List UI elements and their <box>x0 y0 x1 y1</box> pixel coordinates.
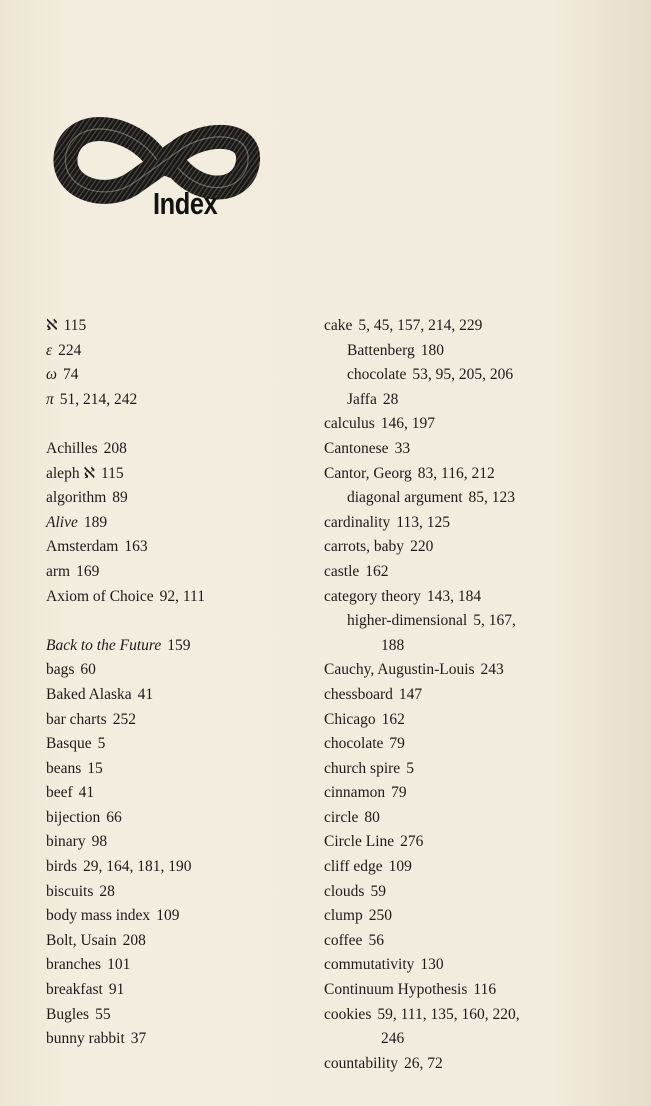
index-page-numbers: 74 <box>62 366 79 384</box>
index-term: Back to the Future <box>46 636 162 654</box>
index-entry <box>324 437 634 462</box>
index-entry <box>46 757 316 782</box>
index-term: Chicago <box>324 710 376 728</box>
index-subentry <box>324 609 634 634</box>
index-page-numbers: 252 <box>112 710 136 728</box>
index-page-numbers: 159 <box>167 636 191 654</box>
index-page-numbers: 59 <box>370 882 386 900</box>
index-entry <box>324 1052 634 1077</box>
index-term: coffee <box>324 931 363 949</box>
index-page-numbers: 59, 111, 135, 160, 220, <box>377 1005 520 1023</box>
index-entry <box>46 462 316 487</box>
index-entry <box>46 560 316 585</box>
index-entry <box>46 658 316 683</box>
index-page-numbers: 115 <box>63 317 87 334</box>
index-term: Circle Line <box>324 833 395 851</box>
index-page-numbers: 208 <box>122 931 146 949</box>
index-entry <box>46 904 316 929</box>
index-page-numbers: 276 <box>400 833 424 851</box>
index-page-numbers: 5 <box>406 759 414 777</box>
index-entry <box>324 978 634 1003</box>
index-entry <box>46 830 316 855</box>
index-term: chocolate <box>324 735 384 753</box>
index-term: chessboard <box>324 685 393 703</box>
index-column-right <box>324 314 634 1076</box>
index-entry <box>46 855 316 880</box>
index-entry <box>46 339 316 364</box>
index-page-numbers: 80 <box>364 808 380 826</box>
index-term: arm <box>46 562 71 580</box>
index-term: ℵ <box>46 317 58 334</box>
index-page-numbers: 220 <box>410 538 434 556</box>
index-entry <box>324 781 634 806</box>
index-page-numbers: 56 <box>368 931 384 949</box>
index-subentry <box>324 486 634 511</box>
index-term: category theory <box>324 587 421 605</box>
index-entry <box>324 511 634 536</box>
index-term: Cantonese <box>324 439 389 457</box>
index-page-numbers: 5 <box>97 735 106 753</box>
index-term: Continuum Hypothesis <box>324 981 468 999</box>
index-page-numbers: 79 <box>389 735 405 753</box>
index-page-numbers: 169 <box>76 562 100 580</box>
index-page-numbers: 37 <box>130 1030 147 1048</box>
index-page-numbers: 26, 72 <box>404 1054 443 1072</box>
index-term: Cantor, Georg <box>324 464 412 482</box>
index-term: clouds <box>324 882 365 900</box>
index-page-numbers: 89 <box>112 489 128 507</box>
index-entry <box>324 953 634 978</box>
index-term: bags <box>46 661 75 679</box>
index-term: Axiom of Choice <box>46 587 154 605</box>
index-entry-continuation <box>324 634 634 659</box>
index-term: circle <box>324 808 359 826</box>
index-page-numbers: 180 <box>420 341 444 359</box>
index-term: Achilles <box>46 439 98 457</box>
index-page-numbers: 115 <box>101 464 124 482</box>
index-term: branches <box>46 956 102 974</box>
index-term: carrots, baby <box>324 538 405 556</box>
index-page-numbers: 91 <box>108 981 125 999</box>
index-term: binary <box>46 833 86 851</box>
index-entry <box>324 708 634 733</box>
index-entry <box>46 363 316 388</box>
index-entry <box>324 314 634 339</box>
index-term: breakfast <box>46 981 103 999</box>
index-entry <box>46 683 316 708</box>
index-entry <box>46 1003 316 1028</box>
index-page-numbers: 109 <box>156 907 180 925</box>
index-subentry <box>324 388 634 413</box>
index-page-numbers: 79 <box>391 784 407 802</box>
index-term: castle <box>324 562 360 580</box>
index-page-numbers: 163 <box>124 538 148 556</box>
index-term: Bugles <box>46 1005 90 1023</box>
index-term: bunny rabbit <box>46 1030 125 1048</box>
index-entry <box>46 708 316 733</box>
index-entry <box>46 806 316 831</box>
index-term: cinnamon <box>324 784 386 802</box>
index-page-numbers: 130 <box>420 956 444 974</box>
index-entry <box>46 634 316 659</box>
index-term: Alive <box>46 513 78 531</box>
index-entry <box>46 437 316 462</box>
index-entry <box>46 732 316 757</box>
index-entry <box>324 683 634 708</box>
index-term: Battenberg <box>347 341 415 359</box>
index-page-numbers: 92, 111 <box>159 587 205 605</box>
index-page-numbers: 189 <box>83 513 108 531</box>
index-entry <box>324 904 634 929</box>
index-term: diagonal argument <box>347 489 463 507</box>
index-page-numbers: 51, 214, 242 <box>59 390 138 408</box>
index-entry <box>324 462 634 487</box>
index-term: aleph ℵ <box>46 464 95 482</box>
index-page-numbers: 246 <box>381 1030 405 1048</box>
index-term: cake <box>324 317 353 334</box>
index-entry <box>46 953 316 978</box>
index-term: cliff edge <box>324 858 383 876</box>
index-page-numbers: 208 <box>103 439 127 457</box>
index-term: Baked Alaska <box>46 685 132 703</box>
index-entry <box>324 412 634 437</box>
index-term: Amsterdam <box>46 538 119 556</box>
index-page-numbers: 41 <box>78 784 95 802</box>
index-term: higher-dimensional <box>347 612 468 630</box>
index-page-numbers: 109 <box>388 858 412 876</box>
index-page-numbers: 147 <box>398 685 423 703</box>
index-term: church spire <box>324 759 401 777</box>
index-entry <box>324 658 634 683</box>
index-page-numbers: 60 <box>80 661 96 679</box>
index-term: clump <box>324 907 363 925</box>
index-entry <box>324 830 634 855</box>
index-term: π <box>46 390 54 408</box>
index-entry <box>324 855 634 880</box>
index-page-numbers: 53, 95, 205, 206 <box>412 366 514 384</box>
index-page-numbers: 85, 123 <box>468 489 516 507</box>
index-page-numbers: 98 <box>91 833 108 851</box>
index-section-gap <box>46 412 316 437</box>
index-term: biscuits <box>46 882 94 900</box>
index-entry <box>324 806 634 831</box>
index-page-numbers: 101 <box>107 956 131 974</box>
index-entry <box>46 535 316 560</box>
index-entry <box>324 535 634 560</box>
index-term: Bolt, Usain <box>46 931 117 949</box>
index-entry <box>46 388 316 413</box>
index-page-numbers: 41 <box>137 685 154 703</box>
index-entry <box>324 585 634 610</box>
index-page-numbers: 28 <box>382 390 399 408</box>
index-term: commutativity <box>324 956 415 974</box>
index-entry <box>324 560 634 585</box>
index-page-numbers: 5, 167, <box>473 612 516 630</box>
index-column-left <box>46 314 316 1052</box>
index-term: Basque <box>46 735 92 753</box>
index-term: algorithm <box>46 489 107 507</box>
index-entry <box>46 486 316 511</box>
index-term: bar charts <box>46 710 107 728</box>
index-term: birds <box>46 858 77 876</box>
index-term: calculus <box>324 415 375 433</box>
index-entry <box>324 1003 634 1028</box>
index-page-numbers: 29, 164, 181, 190 <box>83 858 192 876</box>
index-term: chocolate <box>347 366 407 384</box>
index-page-numbers: 162 <box>365 562 389 580</box>
index-page-numbers: 224 <box>58 341 82 359</box>
index-page-numbers: 113, 125 <box>396 513 450 531</box>
index-page-numbers: 33 <box>394 439 411 457</box>
index-term: cardinality <box>324 513 391 531</box>
index-term: Jaffa <box>347 390 377 408</box>
index-term: countability <box>324 1054 399 1072</box>
index-section-gap <box>46 609 316 634</box>
index-term: ε <box>46 341 53 359</box>
index-page-numbers: 146, 197 <box>380 415 436 433</box>
index-entry-continuation <box>324 1027 634 1052</box>
index-entry <box>46 929 316 954</box>
index-term: beans <box>46 759 82 777</box>
index-entry <box>324 880 634 905</box>
index-entry <box>46 781 316 806</box>
index-page-numbers: 5, 45, 157, 214, 229 <box>358 317 483 334</box>
index-entry <box>46 585 316 610</box>
index-subentry <box>324 339 634 364</box>
index-page-numbers: 188 <box>381 636 405 654</box>
page-title: Index <box>153 186 218 221</box>
index-term: cookies <box>324 1005 372 1023</box>
index-page-numbers: 66 <box>106 808 122 826</box>
index-entry <box>46 314 316 339</box>
index-entry <box>324 732 634 757</box>
index-entry <box>46 1027 316 1052</box>
index-entry <box>324 757 634 782</box>
index-term: ω <box>46 366 57 384</box>
index-page-numbers: 250 <box>368 907 392 925</box>
index-entry <box>46 880 316 905</box>
index-term: Cauchy, Augustin-Louis <box>324 661 475 679</box>
index-entry <box>46 978 316 1003</box>
index-page-numbers: 28 <box>99 882 115 900</box>
index-page-numbers: 243 <box>480 661 504 679</box>
index-subentry <box>324 363 634 388</box>
index-term: bijection <box>46 808 101 826</box>
index-page-numbers: 162 <box>381 710 405 728</box>
index-entry <box>46 511 316 536</box>
index-term: body mass index <box>46 907 151 925</box>
index-page-numbers: 55 <box>95 1005 111 1023</box>
index-page-numbers: 15 <box>87 759 103 777</box>
index-term: beef <box>46 784 73 802</box>
index-page-numbers: 116 <box>473 981 497 999</box>
index-page-numbers: 83, 116, 212 <box>417 464 495 482</box>
index-entry <box>324 929 634 954</box>
index-page-numbers: 143, 184 <box>426 587 482 605</box>
